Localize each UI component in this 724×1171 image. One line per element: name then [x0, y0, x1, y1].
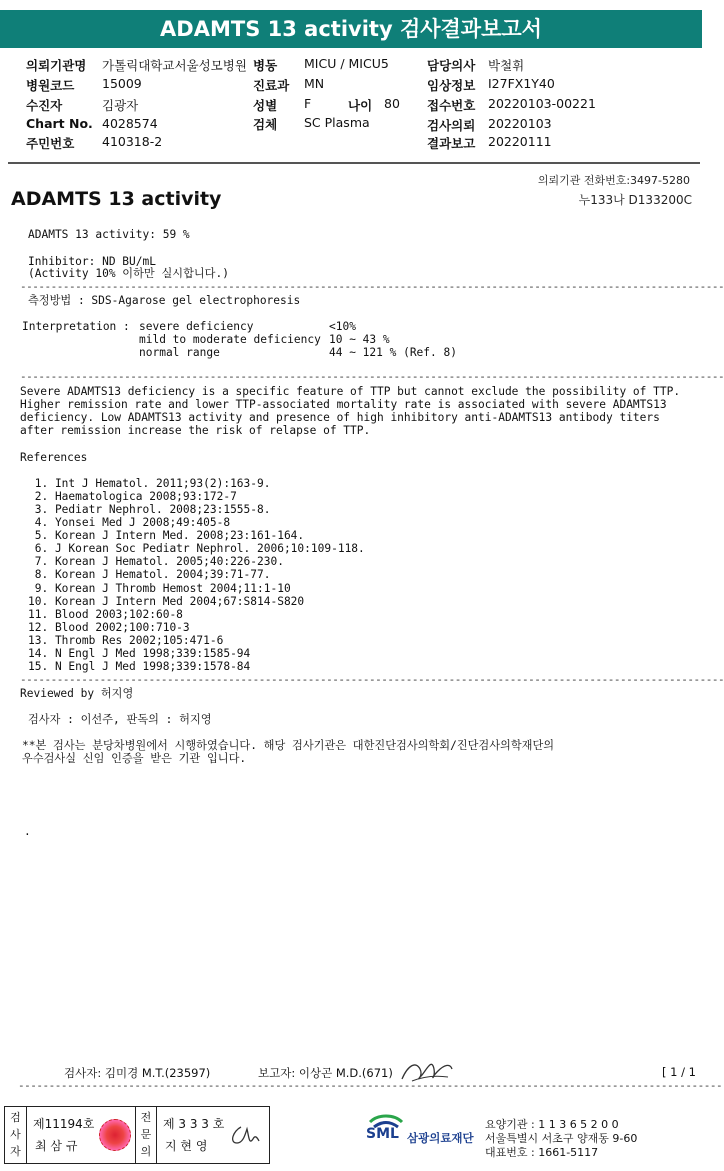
label-chart-no: Chart No.	[26, 116, 93, 131]
stamp-label-char: 자	[10, 1145, 21, 1158]
reference-item: 11. Blood 2003;102:60-8	[28, 608, 183, 621]
interp-range: <10%	[329, 320, 356, 333]
footer-divider: -------------------------------------------------------------------------------------------------------------------	[18, 1079, 723, 1092]
value-ward: MICU / MICU5	[304, 56, 389, 71]
value-age: 80	[384, 96, 400, 111]
reference-item: 4. Yonsei Med J 2008;49:405-8	[28, 516, 231, 529]
divider-dashes: -------------------------------------------------------------------------------------------------------------------	[20, 280, 724, 293]
value-receipt-no: 20220103-00221	[488, 96, 596, 111]
org-phone: 대표번호 : 1661-5117	[485, 1146, 599, 1159]
value-chart-no: 4028574	[102, 116, 158, 131]
value-request-date: 20220103	[488, 116, 552, 131]
report-title: ADAMTS 13 activity 검사결과보고서	[0, 10, 702, 48]
value-doctor: 박철휘	[488, 58, 525, 73]
inhibitor-line: Inhibitor: ND BU/mL	[28, 255, 156, 268]
footer-page: [ 1 / 1	[662, 1065, 696, 1079]
stamp-specialist-name: 지 현 영	[165, 1139, 208, 1153]
stray-dot: .	[24, 825, 31, 838]
reference-item: 10. Korean J Intern Med 2004;67:S814-S820	[28, 595, 305, 608]
divider-dashes: -------------------------------------------------------------------------------------------------------------------	[20, 370, 724, 383]
stamp-label-char: 전	[140, 1111, 152, 1124]
label-patient: 수진자	[26, 98, 63, 113]
footer-tester: 검사자: 김미경 M.T.(23597)	[64, 1066, 211, 1080]
red-seal-icon	[99, 1119, 131, 1151]
label-specimen: 검체	[253, 117, 278, 132]
paragraph-line: after remission increase the risk of relapse of TTP.	[20, 424, 371, 437]
interp-desc: mild to moderate deficiency	[139, 333, 321, 346]
label-request-date: 검사의뢰	[427, 118, 476, 133]
reference-item: 9. Korean J Thromb Hemost 2004;11:1-10	[28, 582, 291, 595]
label-department: 진료과	[253, 78, 290, 93]
value-clinical-info: I27FX1Y40	[488, 76, 555, 91]
header-divider	[8, 162, 700, 164]
result-line: ADAMTS 13 activity: 59 %	[28, 228, 190, 241]
reference-item: 12. Blood 2002;100:710-3	[28, 621, 190, 634]
stamp-label-char: 문	[140, 1128, 152, 1141]
phone-line: 의뢰기관 전화번호:3497-5280	[537, 174, 690, 187]
reference-item: 5. Korean J Intern Med. 2008;23:161-164.	[28, 529, 305, 542]
reference-item: 13. Thromb Res 2002;105:471-6	[28, 634, 224, 647]
interp-range: 10 ~ 43 %	[329, 333, 390, 346]
value-department: MN	[304, 76, 325, 91]
stamp-label-char: 검	[10, 1111, 21, 1124]
value-sex: F	[304, 96, 312, 111]
note-line: 우수검사실 신임 인증을 받은 기관 입니다.	[22, 752, 247, 765]
value-report-date: 20220111	[488, 134, 552, 149]
reference-item: 6. J Korean Soc Pediatr Nephrol. 2006;10:109-118.	[28, 542, 365, 555]
certification-stamp-box	[4, 1106, 270, 1164]
reference-item: 1. Int J Hematol. 2011;93(2):163-9.	[28, 477, 271, 490]
interp-range: 44 ~ 121 % (Ref. 8)	[329, 346, 457, 359]
stamp-specialist-no: 제 3 3 3 호	[163, 1117, 225, 1131]
reference-item: 8. Korean J Hematol. 2004;39:71-77.	[28, 568, 271, 581]
stamp-examiner-no: 제11194호	[33, 1117, 95, 1131]
paragraph-line: deficiency. Low ADAMTS13 activity and presence of high inhibitory anti-ADAMTS13 antibody titers	[20, 411, 660, 424]
stamp-label-char: 의	[140, 1145, 152, 1158]
section-title: ADAMTS 13 activity	[11, 188, 222, 210]
divider-dashes: -------------------------------------------------------------------------------------------------------------------	[20, 673, 724, 686]
reference-item: 2. Haematologica 2008;93:172-7	[28, 490, 237, 503]
value-specimen: SC Plasma	[304, 115, 370, 130]
reference-item: 15. N Engl J Med 1998;339:1578-84	[28, 660, 251, 673]
value-resident-no: 410318-2	[102, 134, 163, 149]
specialist-signature	[227, 1121, 263, 1151]
note-line: **본 검사는 분당차병원에서 시행하였습니다. 해당 검사기관은 대한진단검사의학회/진단검사의학재단의	[22, 739, 555, 752]
value-hospital-code: 15009	[102, 76, 142, 91]
label-report-date: 결과보고	[427, 136, 476, 151]
label-doctor: 담당의사	[427, 58, 476, 73]
stamp-label-char: 사	[10, 1128, 21, 1141]
stamp-examiner-name: 최 삼 규	[35, 1139, 78, 1153]
label-ward: 병동	[253, 58, 278, 73]
inhibitor-note: (Activity 10% 이하만 실시합니다.)	[28, 267, 229, 280]
footer-reporter: 보고자: 이상곤 M.D.(671)	[258, 1066, 393, 1080]
sml-logo-text: SML	[366, 1126, 399, 1142]
reference-item: 7. Korean J Hematol. 2005;40:226-230.	[28, 555, 284, 568]
reference-item: 3. Pediatr Nephrol. 2008;23:1555-8.	[28, 503, 271, 516]
stamp-label-specialist	[135, 1107, 157, 1163]
label-hospital-code: 병원코드	[26, 78, 75, 93]
org-code: 요양기관 : 1 1 3 6 5 2 0 0	[485, 1118, 619, 1131]
interp-desc: severe deficiency	[139, 320, 254, 333]
section-code: 누133나 D133200C	[578, 193, 692, 207]
value-patient: 김광자	[102, 98, 139, 113]
reviewed-by: Reviewed by 허지영	[20, 687, 134, 700]
examiners: 검사자 : 이선주, 판독의 : 허지영	[28, 713, 212, 726]
method-line: 측정방법 : SDS-Agarose gel electrophoresis	[28, 294, 301, 307]
interpretation-label: Interpretation :	[22, 320, 130, 333]
label-sex: 성별	[253, 98, 278, 113]
label-resident-no: 주민번호	[26, 136, 75, 151]
label-clinical-info: 임상정보	[427, 78, 476, 93]
references-title: References	[20, 451, 88, 464]
label-receipt-no: 접수번호	[427, 98, 476, 113]
value-requesting-institution: 가톨릭대학교서울성모병원	[102, 58, 247, 73]
label-age: 나이	[348, 98, 373, 113]
paragraph-line: Higher remission rate and lower TTP-associated mortality rate is associated with severe ADAMTS13	[20, 398, 667, 411]
reference-item: 14. N Engl J Med 1998;339:1585-94	[28, 647, 251, 660]
org-address: 서울특별시 서초구 양재동 9-60	[485, 1132, 638, 1145]
paragraph-line: Severe ADAMTS13 deficiency is a specific feature of TTP but cannot exclude the possibility of TTP.	[20, 385, 681, 398]
stamp-label-examiner	[5, 1107, 27, 1163]
interp-desc: normal range	[139, 346, 220, 359]
org-name: 삼광의료재단	[407, 1131, 474, 1145]
label-requesting-institution: 의뢰기관명	[26, 58, 87, 73]
